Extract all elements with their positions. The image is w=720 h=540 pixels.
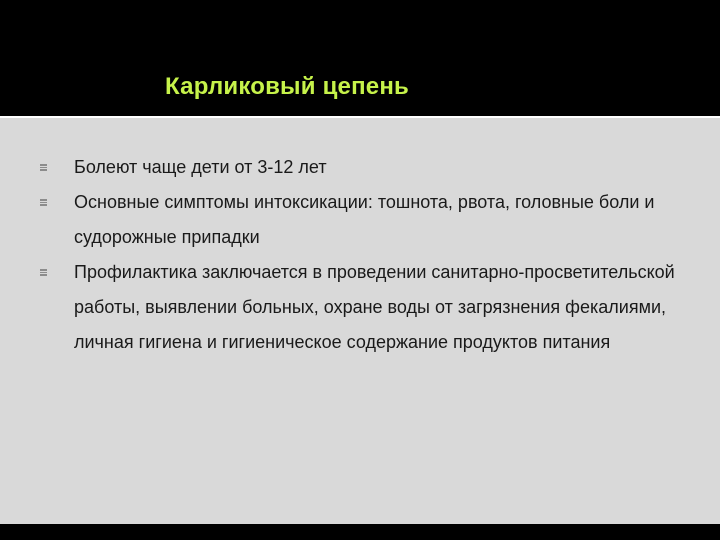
- bullet-text: Болеют чаще дети от 3-12 лет: [74, 157, 327, 177]
- bullet-list: [40, 150, 680, 360]
- bullet-item: [40, 150, 680, 185]
- slide-title: Карликовый цепень: [165, 73, 409, 100]
- bottom-band: [0, 524, 720, 540]
- square-bullet-icon: [40, 269, 47, 276]
- bullet-item: [40, 185, 680, 255]
- title-band: [0, 0, 720, 113]
- square-bullet-icon: [40, 164, 47, 171]
- bullet-text: Основные симптомы интоксикации: тошнота, рвота, головные боли и судорожные припадки: [74, 192, 655, 247]
- bullet-text: Профилактика заключается в проведении санитарно-просветительской работы, выявлении больных, охране воды от загрязнения фекалиями, личная гигиена и гигиеническое содержание продуктов питания: [74, 262, 675, 352]
- square-bullet-icon: [40, 199, 47, 206]
- content-area: [0, 116, 720, 524]
- bullet-item: [40, 255, 680, 360]
- content-top-edge: [0, 116, 720, 118]
